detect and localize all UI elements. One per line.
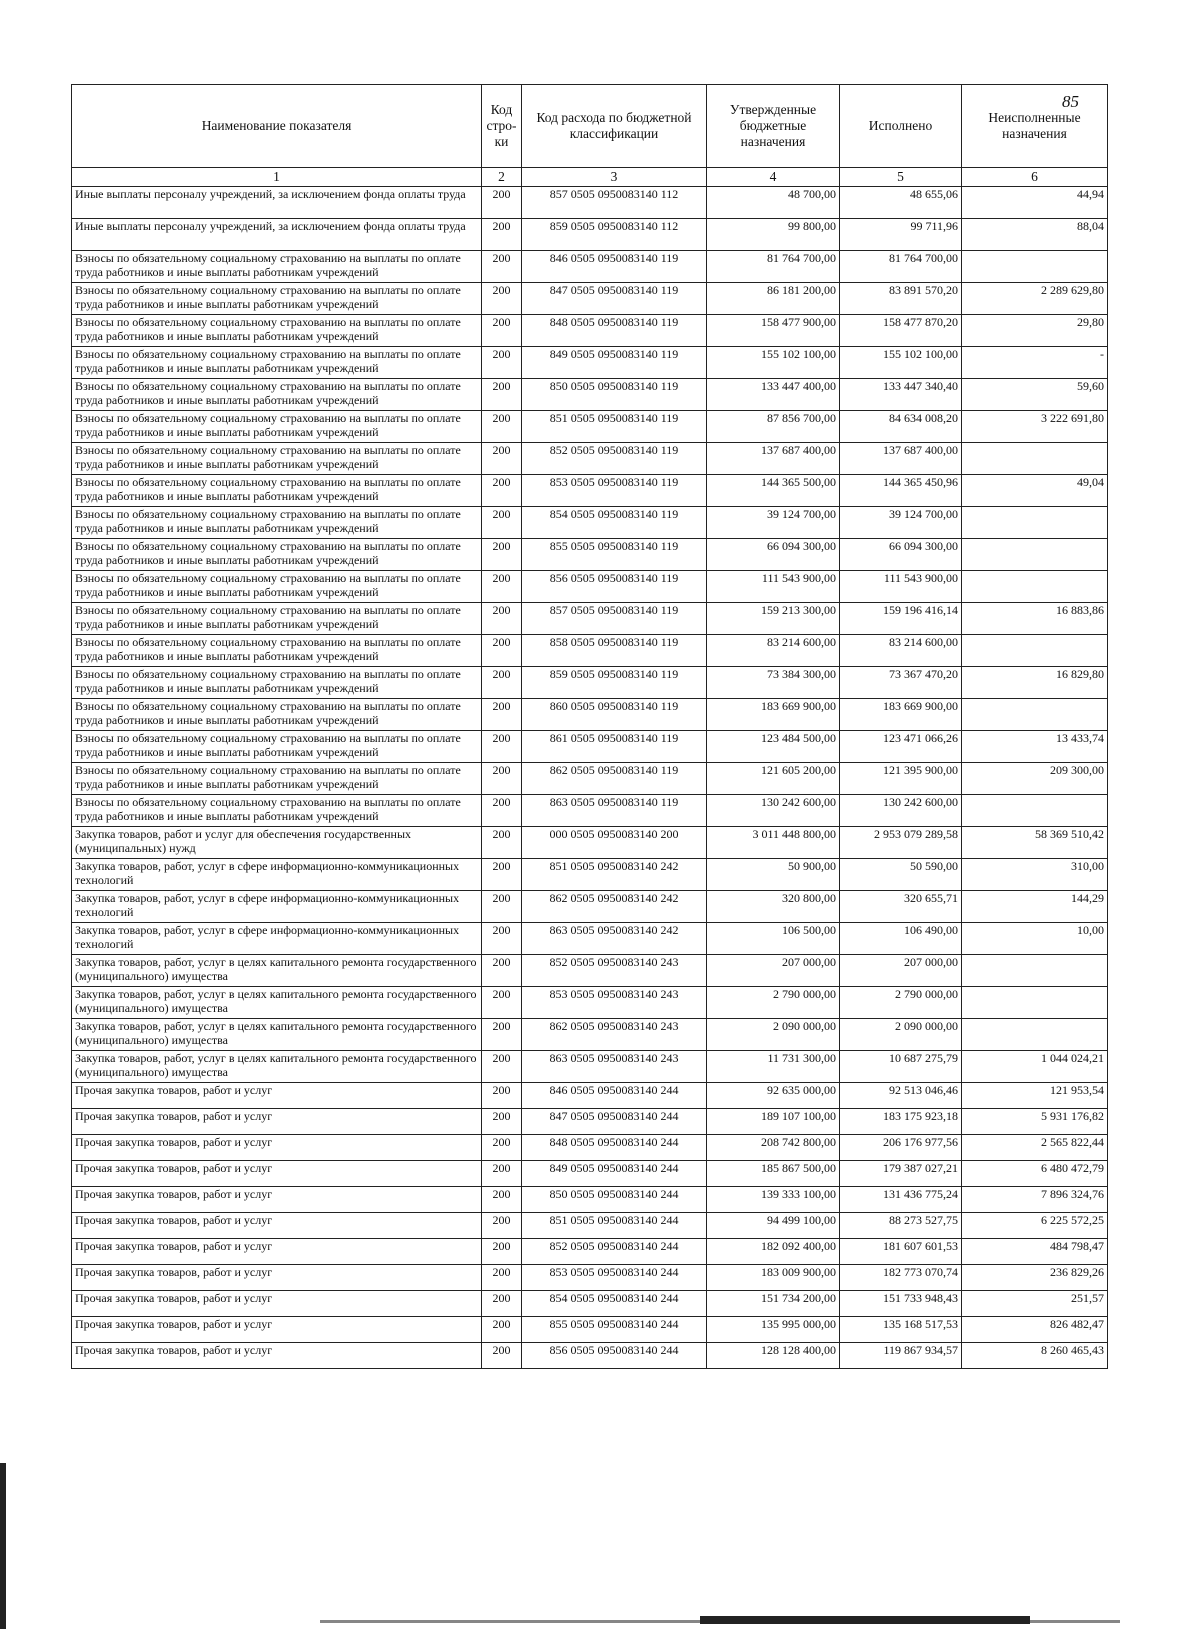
row-executed-cell: 73 367 470,20 xyxy=(840,667,962,699)
row-approved-cell: 3 011 448 800,00 xyxy=(707,827,840,859)
row-approved-cell: 87 856 700,00 xyxy=(707,411,840,443)
row-approved-cell: 121 605 200,00 xyxy=(707,763,840,795)
row-unexecuted-cell: 3 222 691,80 xyxy=(962,411,1108,443)
table-row xyxy=(72,859,1108,891)
row-line-code-cell: 200 xyxy=(482,1109,522,1135)
row-approved-cell: 73 384 300,00 xyxy=(707,667,840,699)
row-expense-code-cell: 857 0505 0950083140 112 xyxy=(522,187,707,219)
row-unexecuted-cell: 44,94 xyxy=(962,187,1108,219)
row-executed-cell: 92 513 046,46 xyxy=(840,1083,962,1109)
row-executed-cell: 183 175 923,18 xyxy=(840,1109,962,1135)
table-row xyxy=(72,347,1108,379)
table-row xyxy=(72,1161,1108,1187)
table-header-row xyxy=(72,85,1108,168)
row-executed-cell: 99 711,96 xyxy=(840,219,962,251)
row-approved-cell: 158 477 900,00 xyxy=(707,315,840,347)
row-expense-code-cell: 862 0505 0950083140 242 xyxy=(522,891,707,923)
row-approved-cell: 48 700,00 xyxy=(707,187,840,219)
row-approved-cell: 94 499 100,00 xyxy=(707,1213,840,1239)
row-line-code-cell: 200 xyxy=(482,987,522,1019)
row-expense-code-cell: 862 0505 0950083140 243 xyxy=(522,1019,707,1051)
row-name-cell: Прочая закупка товаров, работ и услуг xyxy=(72,1317,482,1343)
row-approved-cell: 183 009 900,00 xyxy=(707,1265,840,1291)
row-name-cell: Взносы по обязательному социальному страхованию на выплаты по оплате труда работников и иные выплаты работникам учреждений xyxy=(72,443,482,475)
row-executed-cell: 84 634 008,20 xyxy=(840,411,962,443)
table-row xyxy=(72,283,1108,315)
row-expense-code-cell: 856 0505 0950083140 244 xyxy=(522,1343,707,1369)
row-line-code-cell: 200 xyxy=(482,731,522,763)
row-expense-code-cell: 849 0505 0950083140 119 xyxy=(522,347,707,379)
row-approved-cell: 182 092 400,00 xyxy=(707,1239,840,1265)
row-expense-code-cell: 852 0505 0950083140 243 xyxy=(522,955,707,987)
row-executed-cell: 207 000,00 xyxy=(840,955,962,987)
row-name-cell: Прочая закупка товаров, работ и услуг xyxy=(72,1161,482,1187)
row-executed-cell: 121 395 900,00 xyxy=(840,763,962,795)
row-expense-code-cell: 851 0505 0950083140 244 xyxy=(522,1213,707,1239)
row-unexecuted-cell: - xyxy=(962,347,1108,379)
table-row xyxy=(72,379,1108,411)
row-approved-cell: 159 213 300,00 xyxy=(707,603,840,635)
row-approved-cell: 185 867 500,00 xyxy=(707,1161,840,1187)
row-expense-code-cell: 858 0505 0950083140 119 xyxy=(522,635,707,667)
row-approved-cell: 2 790 000,00 xyxy=(707,987,840,1019)
row-line-code-cell: 200 xyxy=(482,1019,522,1051)
page-number: 85 xyxy=(1062,92,1079,111)
row-line-code-cell: 200 xyxy=(482,1083,522,1109)
row-executed-cell: 123 471 066,26 xyxy=(840,731,962,763)
row-name-cell: Иные выплаты персоналу учреждений, за исключением фонда оплаты труда xyxy=(72,219,482,251)
row-name-cell: Закупка товаров, работ, услуг в целях капитального ремонта государственного (муниципального) имущества xyxy=(72,987,482,1019)
table-row xyxy=(72,1051,1108,1083)
row-executed-cell: 133 447 340,40 xyxy=(840,379,962,411)
row-executed-cell: 144 365 450,96 xyxy=(840,475,962,507)
row-name-cell: Закупка товаров, работ, услуг в сфере информационно-коммуникационных технологий xyxy=(72,859,482,891)
row-approved-cell: 139 333 100,00 xyxy=(707,1187,840,1213)
row-expense-code-cell: 857 0505 0950083140 119 xyxy=(522,603,707,635)
row-expense-code-cell: 862 0505 0950083140 119 xyxy=(522,763,707,795)
table-row xyxy=(72,1239,1108,1265)
table-row xyxy=(72,571,1108,603)
row-unexecuted-cell: 236 829,26 xyxy=(962,1265,1108,1291)
row-unexecuted-cell: 144,29 xyxy=(962,891,1108,923)
row-line-code-cell: 200 xyxy=(482,411,522,443)
table-row xyxy=(72,539,1108,571)
row-name-cell: Взносы по обязательному социальному страхованию на выплаты по оплате труда работников и иные выплаты работникам учреждений xyxy=(72,539,482,571)
header-unexecuted: Неисполненные назначения xyxy=(962,85,1108,168)
row-line-code-cell: 200 xyxy=(482,571,522,603)
row-unexecuted-cell: 16 829,80 xyxy=(962,667,1108,699)
row-name-cell: Взносы по обязательному социальному страхованию на выплаты по оплате труда работников и иные выплаты работникам учреждений xyxy=(72,667,482,699)
row-name-cell: Закупка товаров, работ, услуг в целях капитального ремонта государственного (муниципального) имущества xyxy=(72,1019,482,1051)
row-expense-code-cell: 000 0505 0950083140 200 xyxy=(522,827,707,859)
table-row xyxy=(72,1265,1108,1291)
row-unexecuted-cell: 49,04 xyxy=(962,475,1108,507)
row-name-cell: Закупка товаров, работ, услуг в целях капитального ремонта государственного (муниципального) имущества xyxy=(72,1051,482,1083)
row-unexecuted-cell: 121 953,54 xyxy=(962,1083,1108,1109)
row-name-cell: Взносы по обязательному социальному страхованию на выплаты по оплате труда работников и иные выплаты работникам учреждений xyxy=(72,411,482,443)
row-approved-cell: 111 543 900,00 xyxy=(707,571,840,603)
row-approved-cell: 208 742 800,00 xyxy=(707,1135,840,1161)
row-line-code-cell: 200 xyxy=(482,379,522,411)
row-line-code-cell: 200 xyxy=(482,251,522,283)
row-executed-cell: 137 687 400,00 xyxy=(840,443,962,475)
row-line-code-cell: 200 xyxy=(482,795,522,827)
table-row xyxy=(72,219,1108,251)
row-name-cell: Иные выплаты персоналу учреждений, за исключением фонда оплаты труда xyxy=(72,187,482,219)
row-expense-code-cell: 852 0505 0950083140 244 xyxy=(522,1239,707,1265)
row-executed-cell: 159 196 416,14 xyxy=(840,603,962,635)
row-expense-code-cell: 863 0505 0950083140 243 xyxy=(522,1051,707,1083)
row-approved-cell: 92 635 000,00 xyxy=(707,1083,840,1109)
row-name-cell: Взносы по обязательному социальному страхованию на выплаты по оплате труда работников и иные выплаты работникам учреждений xyxy=(72,635,482,667)
row-line-code-cell: 200 xyxy=(482,891,522,923)
header-number: 2 xyxy=(482,168,522,187)
row-name-cell: Прочая закупка товаров, работ и услуг xyxy=(72,1109,482,1135)
row-unexecuted-cell: 1 044 024,21 xyxy=(962,1051,1108,1083)
row-executed-cell: 131 436 775,24 xyxy=(840,1187,962,1213)
table-row xyxy=(72,411,1108,443)
row-unexecuted-cell xyxy=(962,699,1108,731)
row-name-cell: Прочая закупка товаров, работ и услуг xyxy=(72,1239,482,1265)
row-approved-cell: 39 124 700,00 xyxy=(707,507,840,539)
table-row xyxy=(72,443,1108,475)
table-row xyxy=(72,475,1108,507)
row-unexecuted-cell xyxy=(962,443,1108,475)
table-row xyxy=(72,635,1108,667)
row-executed-cell: 320 655,71 xyxy=(840,891,962,923)
budget-execution-table xyxy=(71,84,1108,1369)
row-expense-code-cell: 851 0505 0950083140 242 xyxy=(522,859,707,891)
table-row xyxy=(72,1083,1108,1109)
row-expense-code-cell: 847 0505 0950083140 119 xyxy=(522,283,707,315)
table-row xyxy=(72,891,1108,923)
row-unexecuted-cell: 484 798,47 xyxy=(962,1239,1108,1265)
row-executed-cell: 183 669 900,00 xyxy=(840,699,962,731)
scan-bottom-mark xyxy=(700,1616,1030,1624)
row-line-code-cell: 200 xyxy=(482,699,522,731)
row-unexecuted-cell xyxy=(962,955,1108,987)
row-executed-cell: 48 655,06 xyxy=(840,187,962,219)
table-row xyxy=(72,1135,1108,1161)
table-row xyxy=(72,251,1108,283)
row-line-code-cell: 200 xyxy=(482,539,522,571)
row-expense-code-cell: 855 0505 0950083140 119 xyxy=(522,539,707,571)
row-executed-cell: 2 953 079 289,58 xyxy=(840,827,962,859)
table-row xyxy=(72,699,1108,731)
row-approved-cell: 320 800,00 xyxy=(707,891,840,923)
row-name-cell: Взносы по обязательному социальному страхованию на выплаты по оплате труда работников и иные выплаты работникам учреждений xyxy=(72,347,482,379)
row-unexecuted-cell: 2 289 629,80 xyxy=(962,283,1108,315)
table-row xyxy=(72,187,1108,219)
row-expense-code-cell: 847 0505 0950083140 244 xyxy=(522,1109,707,1135)
row-line-code-cell: 200 xyxy=(482,603,522,635)
row-approved-cell: 144 365 500,00 xyxy=(707,475,840,507)
row-unexecuted-cell xyxy=(962,507,1108,539)
header-line-code: Код стро-ки xyxy=(482,85,522,168)
row-approved-cell: 137 687 400,00 xyxy=(707,443,840,475)
row-unexecuted-cell: 16 883,86 xyxy=(962,603,1108,635)
row-executed-cell: 50 590,00 xyxy=(840,859,962,891)
row-line-code-cell: 200 xyxy=(482,1265,522,1291)
table-row xyxy=(72,731,1108,763)
row-approved-cell: 99 800,00 xyxy=(707,219,840,251)
row-executed-cell: 130 242 600,00 xyxy=(840,795,962,827)
row-line-code-cell: 200 xyxy=(482,827,522,859)
row-executed-cell: 81 764 700,00 xyxy=(840,251,962,283)
row-expense-code-cell: 863 0505 0950083140 242 xyxy=(522,923,707,955)
row-line-code-cell: 200 xyxy=(482,475,522,507)
row-executed-cell: 10 687 275,79 xyxy=(840,1051,962,1083)
row-expense-code-cell: 846 0505 0950083140 244 xyxy=(522,1083,707,1109)
row-unexecuted-cell: 6 480 472,79 xyxy=(962,1161,1108,1187)
table-row xyxy=(72,955,1108,987)
row-executed-cell: 111 543 900,00 xyxy=(840,571,962,603)
row-approved-cell: 86 181 200,00 xyxy=(707,283,840,315)
row-line-code-cell: 200 xyxy=(482,443,522,475)
row-unexecuted-cell: 29,80 xyxy=(962,315,1108,347)
row-approved-cell: 189 107 100,00 xyxy=(707,1109,840,1135)
row-name-cell: Взносы по обязательному социальному страхованию на выплаты по оплате труда работников и иные выплаты работникам учреждений xyxy=(72,795,482,827)
row-approved-cell: 81 764 700,00 xyxy=(707,251,840,283)
row-line-code-cell: 200 xyxy=(482,635,522,667)
row-expense-code-cell: 854 0505 0950083140 244 xyxy=(522,1291,707,1317)
row-executed-cell: 88 273 527,75 xyxy=(840,1213,962,1239)
row-executed-cell: 135 168 517,53 xyxy=(840,1317,962,1343)
row-executed-cell: 155 102 100,00 xyxy=(840,347,962,379)
row-unexecuted-cell xyxy=(962,987,1108,1019)
row-approved-cell: 135 995 000,00 xyxy=(707,1317,840,1343)
row-approved-cell: 130 242 600,00 xyxy=(707,795,840,827)
row-approved-cell: 155 102 100,00 xyxy=(707,347,840,379)
row-expense-code-cell: 861 0505 0950083140 119 xyxy=(522,731,707,763)
row-line-code-cell: 200 xyxy=(482,187,522,219)
row-name-cell: Взносы по обязательному социальному страхованию на выплаты по оплате труда работников и иные выплаты работникам учреждений xyxy=(72,603,482,635)
row-approved-cell: 128 128 400,00 xyxy=(707,1343,840,1369)
row-line-code-cell: 200 xyxy=(482,667,522,699)
row-name-cell: Взносы по обязательному социальному страхованию на выплаты по оплате труда работников и иные выплаты работникам учреждений xyxy=(72,315,482,347)
row-executed-cell: 181 607 601,53 xyxy=(840,1239,962,1265)
row-expense-code-cell: 859 0505 0950083140 112 xyxy=(522,219,707,251)
row-name-cell: Взносы по обязательному социальному страхованию на выплаты по оплате труда работников и иные выплаты работникам учреждений xyxy=(72,283,482,315)
row-executed-cell: 106 490,00 xyxy=(840,923,962,955)
row-line-code-cell: 200 xyxy=(482,347,522,379)
row-unexecuted-cell: 59,60 xyxy=(962,379,1108,411)
row-approved-cell: 207 000,00 xyxy=(707,955,840,987)
row-approved-cell: 66 094 300,00 xyxy=(707,539,840,571)
row-line-code-cell: 200 xyxy=(482,1291,522,1317)
row-expense-code-cell: 853 0505 0950083140 244 xyxy=(522,1265,707,1291)
header-approved: Утвержденные бюджетные назначения xyxy=(707,85,840,168)
table-row xyxy=(72,795,1108,827)
row-approved-cell: 50 900,00 xyxy=(707,859,840,891)
row-name-cell: Взносы по обязательному социальному страхованию на выплаты по оплате труда работников и иные выплаты работникам учреждений xyxy=(72,379,482,411)
row-approved-cell: 106 500,00 xyxy=(707,923,840,955)
table-row xyxy=(72,315,1108,347)
row-name-cell: Прочая закупка товаров, работ и услуг xyxy=(72,1135,482,1161)
row-unexecuted-cell: 209 300,00 xyxy=(962,763,1108,795)
row-expense-code-cell: 853 0505 0950083140 119 xyxy=(522,475,707,507)
row-executed-cell: 119 867 934,57 xyxy=(840,1343,962,1369)
table-row xyxy=(72,1317,1108,1343)
row-approved-cell: 83 214 600,00 xyxy=(707,635,840,667)
row-line-code-cell: 200 xyxy=(482,1343,522,1369)
row-executed-cell: 206 176 977,56 xyxy=(840,1135,962,1161)
table-row xyxy=(72,763,1108,795)
row-line-code-cell: 200 xyxy=(482,1051,522,1083)
row-approved-cell: 183 669 900,00 xyxy=(707,699,840,731)
row-name-cell: Взносы по обязательному социальному страхованию на выплаты по оплате труда работников и иные выплаты работникам учреждений xyxy=(72,251,482,283)
row-line-code-cell: 200 xyxy=(482,1135,522,1161)
row-line-code-cell: 200 xyxy=(482,859,522,891)
row-unexecuted-cell: 10,00 xyxy=(962,923,1108,955)
row-line-code-cell: 200 xyxy=(482,1213,522,1239)
row-expense-code-cell: 846 0505 0950083140 119 xyxy=(522,251,707,283)
row-expense-code-cell: 848 0505 0950083140 119 xyxy=(522,315,707,347)
row-executed-cell: 158 477 870,20 xyxy=(840,315,962,347)
row-line-code-cell: 200 xyxy=(482,1187,522,1213)
row-name-cell: Прочая закупка товаров, работ и услуг xyxy=(72,1213,482,1239)
row-name-cell: Закупка товаров, работ и услуг для обеспечения государственных (муниципальных) нужд xyxy=(72,827,482,859)
row-expense-code-cell: 854 0505 0950083140 119 xyxy=(522,507,707,539)
table-body xyxy=(72,187,1108,1369)
row-unexecuted-cell xyxy=(962,251,1108,283)
row-unexecuted-cell: 8 260 465,43 xyxy=(962,1343,1108,1369)
table-row xyxy=(72,1291,1108,1317)
row-expense-code-cell: 852 0505 0950083140 119 xyxy=(522,443,707,475)
row-unexecuted-cell: 7 896 324,76 xyxy=(962,1187,1108,1213)
table-row xyxy=(72,1213,1108,1239)
row-line-code-cell: 200 xyxy=(482,763,522,795)
row-expense-code-cell: 850 0505 0950083140 119 xyxy=(522,379,707,411)
row-name-cell: Взносы по обязательному социальному страхованию на выплаты по оплате труда работников и иные выплаты работникам учреждений xyxy=(72,699,482,731)
header-name: Наименование показателя xyxy=(72,85,482,168)
row-line-code-cell: 200 xyxy=(482,1239,522,1265)
row-expense-code-cell: 860 0505 0950083140 119 xyxy=(522,699,707,731)
row-expense-code-cell: 855 0505 0950083140 244 xyxy=(522,1317,707,1343)
row-line-code-cell: 200 xyxy=(482,315,522,347)
row-executed-cell: 39 124 700,00 xyxy=(840,507,962,539)
row-line-code-cell: 200 xyxy=(482,955,522,987)
row-executed-cell: 66 094 300,00 xyxy=(840,539,962,571)
row-approved-cell: 123 484 500,00 xyxy=(707,731,840,763)
row-unexecuted-cell xyxy=(962,571,1108,603)
row-unexecuted-cell: 826 482,47 xyxy=(962,1317,1108,1343)
row-line-code-cell: 200 xyxy=(482,1161,522,1187)
header-number: 3 xyxy=(522,168,707,187)
row-expense-code-cell: 856 0505 0950083140 119 xyxy=(522,571,707,603)
row-executed-cell: 182 773 070,74 xyxy=(840,1265,962,1291)
row-unexecuted-cell: 13 433,74 xyxy=(962,731,1108,763)
row-unexecuted-cell xyxy=(962,1019,1108,1051)
table-row xyxy=(72,1187,1108,1213)
row-approved-cell: 133 447 400,00 xyxy=(707,379,840,411)
row-name-cell: Прочая закупка товаров, работ и услуг xyxy=(72,1083,482,1109)
header-number: 6 xyxy=(962,168,1108,187)
row-name-cell: Прочая закупка товаров, работ и услуг xyxy=(72,1187,482,1213)
row-unexecuted-cell: 5 931 176,82 xyxy=(962,1109,1108,1135)
header-number: 4 xyxy=(707,168,840,187)
row-executed-cell: 2 090 000,00 xyxy=(840,1019,962,1051)
scan-edge-line xyxy=(0,1463,6,1629)
table-row xyxy=(72,667,1108,699)
row-name-cell: Закупка товаров, работ, услуг в сфере информационно-коммуникационных технологий xyxy=(72,923,482,955)
row-name-cell: Взносы по обязательному социальному страхованию на выплаты по оплате труда работников и иные выплаты работникам учреждений xyxy=(72,571,482,603)
table-row xyxy=(72,1343,1108,1369)
row-name-cell: Прочая закупка товаров, работ и услуг xyxy=(72,1291,482,1317)
table-row xyxy=(72,923,1108,955)
row-unexecuted-cell: 251,57 xyxy=(962,1291,1108,1317)
row-expense-code-cell: 851 0505 0950083140 119 xyxy=(522,411,707,443)
header-number: 1 xyxy=(72,168,482,187)
row-unexecuted-cell xyxy=(962,635,1108,667)
row-executed-cell: 83 214 600,00 xyxy=(840,635,962,667)
table-header-numbers-row xyxy=(72,168,1108,187)
table-row xyxy=(72,1019,1108,1051)
row-unexecuted-cell xyxy=(962,539,1108,571)
row-name-cell: Взносы по обязательному социальному страхованию на выплаты по оплате труда работников и иные выплаты работникам учреждений xyxy=(72,731,482,763)
table-row xyxy=(72,1109,1108,1135)
row-approved-cell: 2 090 000,00 xyxy=(707,1019,840,1051)
row-unexecuted-cell: 88,04 xyxy=(962,219,1108,251)
row-line-code-cell: 200 xyxy=(482,283,522,315)
table-row xyxy=(72,827,1108,859)
row-line-code-cell: 200 xyxy=(482,923,522,955)
row-expense-code-cell: 863 0505 0950083140 119 xyxy=(522,795,707,827)
table-row xyxy=(72,987,1108,1019)
row-name-cell: Прочая закупка товаров, работ и услуг xyxy=(72,1265,482,1291)
row-executed-cell: 151 733 948,43 xyxy=(840,1291,962,1317)
row-name-cell: Взносы по обязательному социальному страхованию на выплаты по оплате труда работников и иные выплаты работникам учреждений xyxy=(72,475,482,507)
row-unexecuted-cell: 58 369 510,42 xyxy=(962,827,1108,859)
table-row xyxy=(72,507,1108,539)
row-name-cell: Прочая закупка товаров, работ и услуг xyxy=(72,1343,482,1369)
row-unexecuted-cell: 2 565 822,44 xyxy=(962,1135,1108,1161)
row-line-code-cell: 200 xyxy=(482,1317,522,1343)
header-number: 5 xyxy=(840,168,962,187)
row-executed-cell: 83 891 570,20 xyxy=(840,283,962,315)
row-expense-code-cell: 849 0505 0950083140 244 xyxy=(522,1161,707,1187)
row-unexecuted-cell: 6 225 572,25 xyxy=(962,1213,1108,1239)
row-line-code-cell: 200 xyxy=(482,507,522,539)
row-executed-cell: 179 387 027,21 xyxy=(840,1161,962,1187)
row-line-code-cell: 200 xyxy=(482,219,522,251)
row-name-cell: Закупка товаров, работ, услуг в целях капитального ремонта государственного (муниципального) имущества xyxy=(72,955,482,987)
row-name-cell: Закупка товаров, работ, услуг в сфере информационно-коммуникационных технологий xyxy=(72,891,482,923)
row-approved-cell: 151 734 200,00 xyxy=(707,1291,840,1317)
row-name-cell: Взносы по обязательному социальному страхованию на выплаты по оплате труда работников и иные выплаты работникам учреждений xyxy=(72,507,482,539)
row-expense-code-cell: 853 0505 0950083140 243 xyxy=(522,987,707,1019)
header-expense-code: Код расхода по бюджетной классификации xyxy=(522,85,707,168)
row-approved-cell: 11 731 300,00 xyxy=(707,1051,840,1083)
row-name-cell: Взносы по обязательному социальному страхованию на выплаты по оплате труда работников и иные выплаты работникам учреждений xyxy=(72,763,482,795)
row-expense-code-cell: 848 0505 0950083140 244 xyxy=(522,1135,707,1161)
row-expense-code-cell: 859 0505 0950083140 119 xyxy=(522,667,707,699)
row-unexecuted-cell: 310,00 xyxy=(962,859,1108,891)
row-unexecuted-cell xyxy=(962,795,1108,827)
table-row xyxy=(72,603,1108,635)
row-expense-code-cell: 850 0505 0950083140 244 xyxy=(522,1187,707,1213)
header-executed: Исполнено xyxy=(840,85,962,168)
row-executed-cell: 2 790 000,00 xyxy=(840,987,962,1019)
